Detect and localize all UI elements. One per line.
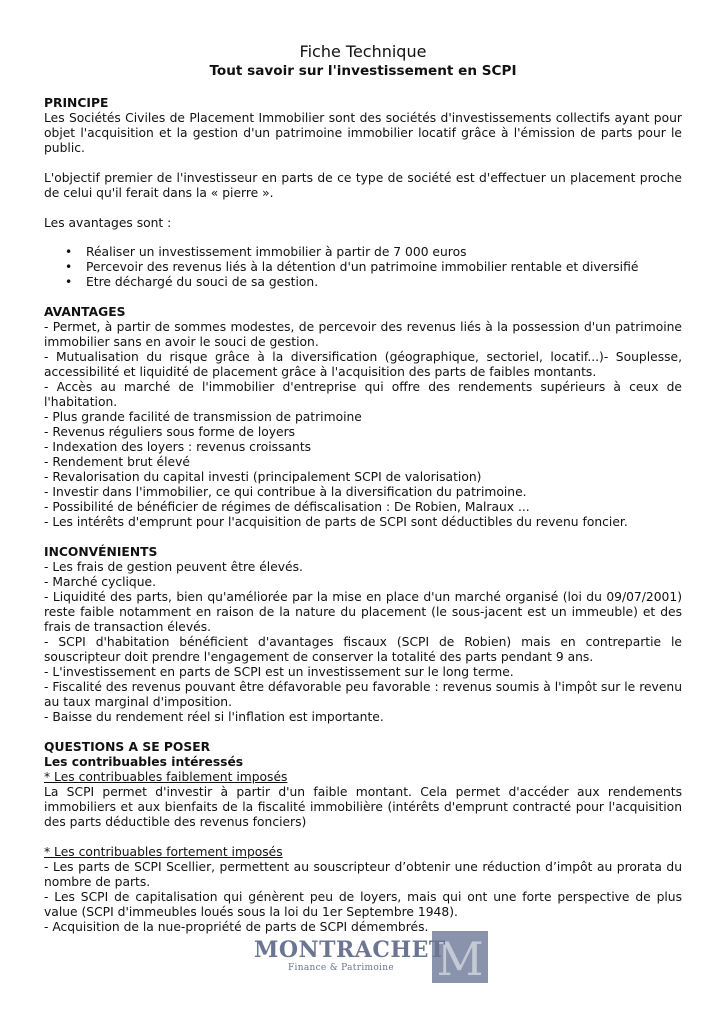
avantage-line: - Investir dans l'immobilier, ce qui contribue à la diversification du patrimoine. xyxy=(44,485,527,499)
inconvenient-line: - Liquidité des parts, bien qu'améliorée par la mise en place d'un marché organisé (loi du 09/07/2001) reste faible notamment en raison de la nature du placement (le sous-jacent est un immeuble) et des frais de transaction élevés. xyxy=(44,590,682,634)
avantage-line: - Revalorisation du capital investi (principalement SCPI de valorisation) xyxy=(44,470,482,484)
bullet-item: • Percevoir des revenus liés à la détention d'un patrimoine immobilier rentable et diversifié xyxy=(86,260,682,275)
fortement-imposes-line: - Les SCPI de capitalisation qui génèrent peu de loyers, mais qui ont une forte perspective de plus value (SCPI d'immeubles loués sous la loi du 1er Septembre 1948). xyxy=(44,890,682,919)
section-heading-inconvenients: INCONVÉNIENTS xyxy=(44,545,158,559)
principe-paragraph-2: L'objectif premier de l'investisseur en parts de ce type de société est d'effectuer un placement proche de celui qu'il ferait dans la « pierre ». xyxy=(44,171,682,200)
inconvenient-line: - L'investissement en parts de SCPI est un investissement sur le long terme. xyxy=(44,665,514,679)
subheading-contribuables: Les contribuables intéressés xyxy=(44,755,244,769)
label-faiblement-imposes: * Les contribuables faiblement imposés xyxy=(44,770,288,784)
montrachet-logo xyxy=(254,931,488,983)
doc-subtitle: Tout savoir sur l'investissement en SCPI xyxy=(209,63,517,79)
section-heading-questions: QUESTIONS A SE POSER xyxy=(44,740,211,754)
faiblement-imposes-text: La SCPI permet d'investir à partir d'un faible montant. Cela permet d'accéder aux rendements immobiliers et aux bienfaits de la fiscalité immobilière (intérêts d'emprunt contracté pour l'acquisition des parts déductible des revenus fonciers) xyxy=(44,785,682,829)
inconvenient-line: - SCPI d'habitation bénéficient d'avantages fiscaux (SCPI de Robien) mais en contrepartie le souscripteur doit prendre l'engagement de conserver la totalité des parts pendant 9 ans. xyxy=(44,635,682,664)
doc-title: Fiche Technique xyxy=(299,42,427,61)
bullet-item: • Etre déchargé du souci de sa gestion. xyxy=(86,275,682,290)
avantage-line: - Plus grande facilité de transmission de patrimoine xyxy=(44,410,362,424)
section-heading-principe: PRINCIPE xyxy=(44,96,109,110)
inconvenient-line: - Les frais de gestion peuvent être élevés. xyxy=(44,560,303,574)
logo-name: MONTRACHET xyxy=(254,937,446,963)
avantage-line: - Revenus réguliers sous forme de loyers xyxy=(44,425,296,439)
svg-text:M: M xyxy=(436,932,484,983)
avantage-line: - Mutualisation du risque grâce à la diversification (géographique, sectoriel, locatif...)- Souplesse, accessibilité et liquidité de placement grâce à l'acquisition des parts de faibles montants. xyxy=(44,350,682,379)
inconvenient-line: - Marché cyclique. xyxy=(44,575,157,589)
avantages-bullet-list xyxy=(44,245,682,290)
bullet-item: • Réaliser un investissement immobilier à partir de 7 000 euros xyxy=(86,245,682,260)
inconvenient-line: - Fiscalité des revenus pouvant être défavorable peu favorable : revenus soumis à l'impôt sur le revenu au taux marginal d'imposition. xyxy=(44,680,682,709)
avantage-line: - Possibilité de bénéficier de régimes de défiscalisation : De Robien, Malraux ... xyxy=(44,500,530,514)
principe-paragraph-1: Les Sociétés Civiles de Placement Immobilier sont des sociétés d'investissements collectifs ayant pour objet l'acquisition et la gestion d'un patrimoine immobilier locatif grâce à l'émission de parts pour le public. xyxy=(44,111,682,155)
avantage-line: - Accès au marché de l'immobilier d'entreprise qui offre des rendements supérieurs à ceux de l'habitation. xyxy=(44,380,682,409)
fortement-imposes-line: - Les parts de SCPI Scellier, permettent au souscripteur d’obtenir une réduction d’impôt au prorata du nombre de parts. xyxy=(44,860,682,889)
avantage-line: - Rendement brut élevé xyxy=(44,455,190,469)
section-heading-avantages: AVANTAGES xyxy=(44,305,126,319)
avantage-line: - Les intérêts d'emprunt pour l'acquisition de parts de SCPI sont déductibles du revenu foncier. xyxy=(44,515,628,529)
inconvenient-line: - Baisse du rendement réel si l'inflation est importante. xyxy=(44,710,384,724)
avantage-line: - Indexation des loyers : revenus croissants xyxy=(44,440,312,454)
avantage-line: - Permet, à partir de sommes modestes, de percevoir des revenus liés à la possession d'un patrimoine immobilier sans en avoir le souci de gestion. xyxy=(44,320,682,349)
principe-paragraph-3: Les avantages sont : xyxy=(44,216,172,230)
logo-tagline: Finance & Patrimoine xyxy=(288,963,394,973)
label-fortement-imposes: * Les contribuables fortement imposés xyxy=(44,845,283,859)
fortement-imposes-line: - Acquisition de la nue-propriété de parts de SCPI démembrés. xyxy=(44,920,429,934)
document-page xyxy=(44,40,682,935)
